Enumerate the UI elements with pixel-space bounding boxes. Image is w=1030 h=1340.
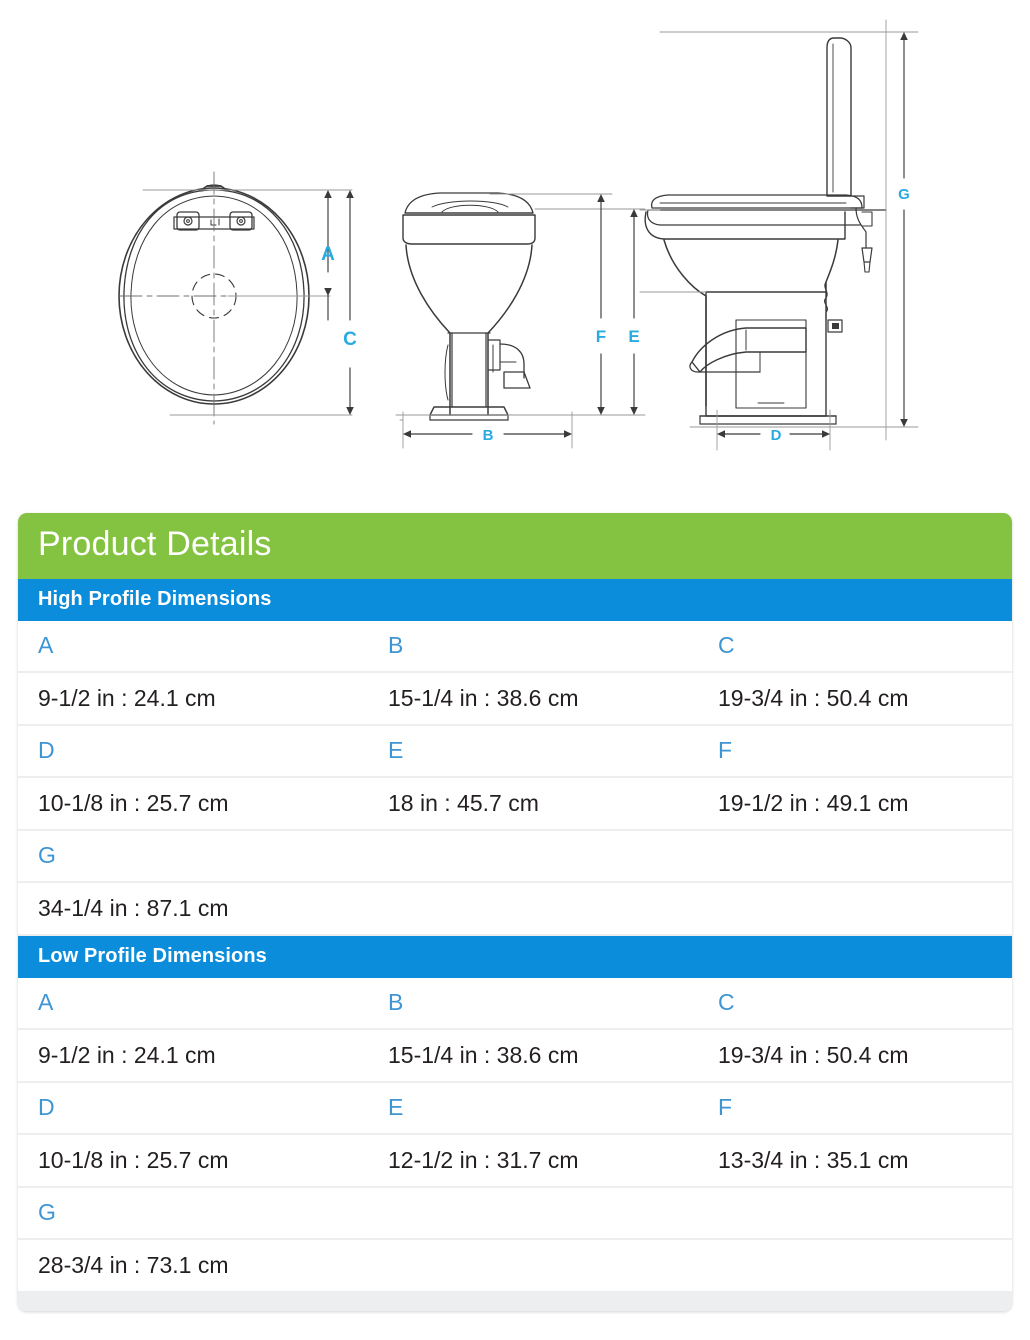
dimension-marker-G: G [898,186,910,203]
table-row [18,1135,1012,1188]
table-row [18,778,1012,831]
dimension-marker-A: A [321,244,335,265]
dimension-arrows [324,32,908,438]
table-row [18,831,1012,883]
technical-drawing-panel [0,0,1030,500]
dimension-value: 34-1/4 in : 87.1 cm [38,894,229,921]
dimension-value: 19-3/4 in : 50.4 cm [718,684,909,711]
dimension-value: 28-3/4 in : 73.1 cm [38,1251,229,1278]
table-row [18,883,1012,936]
dimension-value: 13-3/4 in : 35.1 cm [718,1146,909,1173]
section-header-low-profile [18,936,1012,978]
low-profile-dimensions-table [18,978,1012,1293]
dimension-label: G [38,1199,56,1226]
side-view-drawing [645,38,886,424]
section-header-label: Low Profile Dimensions [38,944,267,967]
dimension-value: 15-1/4 in : 38.6 cm [388,684,579,711]
table-row [18,726,1012,778]
front-view-drawing [403,193,535,420]
dimension-label: B [388,989,404,1016]
dimension-marker-F: F [595,327,607,346]
dimension-value: 15-1/4 in : 38.6 cm [388,1041,579,1068]
dimension-value: 12-1/2 in : 31.7 cm [388,1146,579,1173]
table-row [18,1188,1012,1240]
dimension-label: A [38,632,54,659]
front-view-extension-lines [396,194,645,448]
dimension-label: F [718,737,733,764]
section-header-label: High Profile Dimensions [38,587,272,610]
product-details-header [18,513,1012,579]
dimension-value: 10-1/8 in : 25.7 cm [38,1146,229,1173]
dimension-label: G [38,842,56,869]
dimension-label: B [388,632,404,659]
dimension-value: 10-1/8 in : 25.7 cm [38,789,229,816]
table-row [18,978,1012,1030]
page-title: Product Details [38,525,272,563]
dimension-label: E [388,737,404,764]
dimension-label: C [718,989,735,1016]
dimension-marker-B: B [482,427,494,444]
dimension-label: D [38,737,55,764]
card-footer [18,1293,1012,1311]
top-view-centerlines [120,172,318,424]
table-row [18,1083,1012,1135]
high-profile-dimensions-table [18,621,1012,936]
dimension-value: 19-1/2 in : 49.1 cm [718,789,909,816]
dimension-label: F [718,1094,733,1121]
table-row [18,1030,1012,1083]
dimension-marker-E: E [628,327,640,346]
dimension-value: 18 in : 45.7 cm [388,789,539,816]
dimension-marker-C: C [343,329,357,350]
dimension-label: C [718,632,735,659]
section-header-high-profile [18,579,1012,621]
dimension-value: 19-3/4 in : 50.4 cm [718,1041,909,1068]
dimension-label: E [388,1094,404,1121]
product-details-card [18,513,1012,1311]
table-row [18,621,1012,673]
dimension-value: 9-1/2 in : 24.1 cm [38,1041,216,1068]
side-view-extension-lines [640,20,918,450]
table-row [18,1240,1012,1293]
table-row [18,673,1012,726]
dimension-value: 9-1/2 in : 24.1 cm [38,684,216,711]
dimension-label: A [38,989,54,1016]
dimension-label: D [38,1094,55,1121]
dimension-marker-D: D [770,427,782,444]
